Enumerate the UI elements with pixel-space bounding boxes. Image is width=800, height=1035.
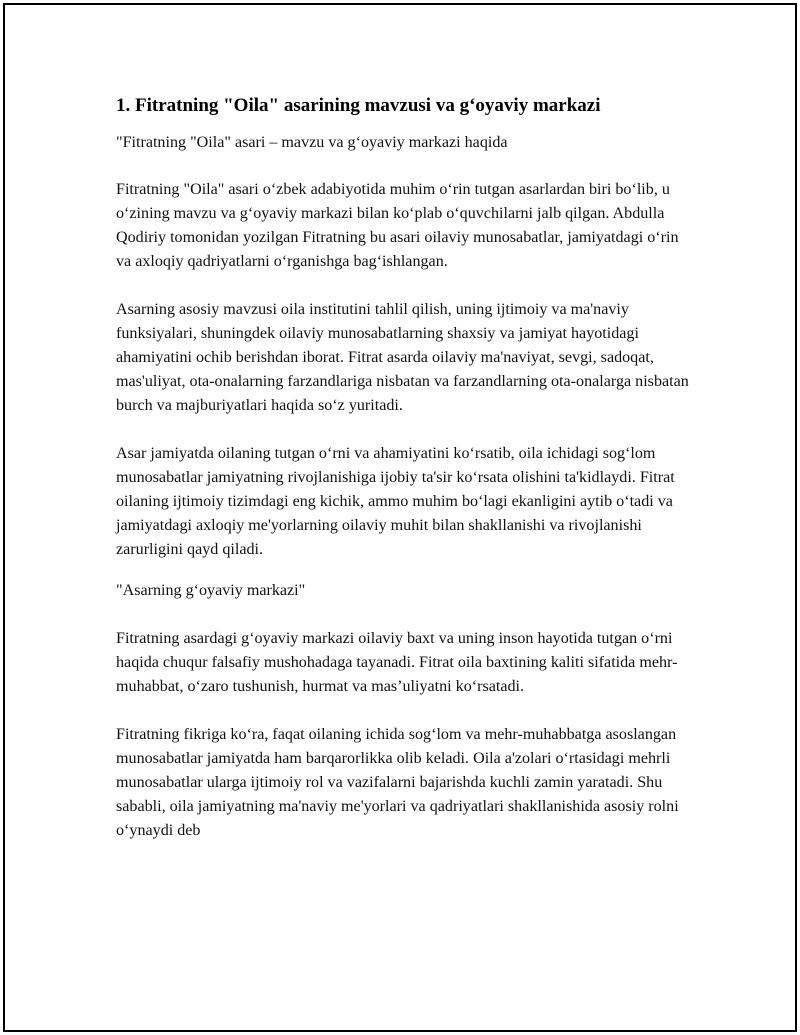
- spacer: [116, 274, 696, 298]
- paragraph-2: Asarning asosiy mavzusi oila institutini tahlil qilish, uning ijtimoiy va ma'naviy funksiyalari, shuningdek oilaviy munosabatlarning shaxsiy va jamiyat hayotidagi ahamiyatini ochib berishdan iborat. Fitrat asarda oilaviy ma'naviyat, sevgi, sadoqat, mas'uliyat, ota-onalarning farzandlariga nisbatan va farzandlarning ota-onalarga nisbatan burch va majburiyatlari haqida so‘z yuritadi.: [116, 301, 689, 414]
- document-subtitle: "Fitratning "Oila" asari – mavzu va g‘oyaviy markazi haqida: [116, 134, 508, 151]
- document-body: [116, 93, 696, 843]
- paragraph-5: Fitratning fikriga ko‘ra, faqat oilaning ichida sog‘lom va mehr-muhabbatga asoslangan munosabatlar jamiyatda ham barqarorlikka olib keladi. Oila a'zolari o‘rtasidagi mehrli munosabatlar ularga ijtimoiy rol va vazifalarni bajarishda kuchli zamin yaratadi. Shu sababli, oila jamiyatning ma'naviy me'yorlari va qadriyatlari shakllanishida asosiy rolni o‘ynaydi deb: [116, 726, 679, 839]
- spacer: [116, 699, 696, 723]
- paragraph-1: Fitratning "Oila" asari o‘zbek adabiyotida muhim o‘rin tutgan asarlardan biri bo‘lib, u o‘zining mavzu va g‘oyaviy markazi bilan ko‘plab o‘quvchilarni jalb qilgan. Abdulla Qodiriy tomonidan yozilgan Fitratning bu asari oilaviy munosabatlar, jamiyatdagi o‘rin va axloqiy qadriyatlarni o‘rganishga bag‘ishlangan.: [116, 181, 679, 270]
- paragraph-4: Fitratning asardagi g‘oyaviy markazi oilaviy baxt va uning inson hayotida tutgan o‘rni haqida chuqur falsafiy mushohadaga tayanadi. Fitrat oila baxtining kaliti sifatida mehr-muhabbat, o‘zaro tushunish, hurmat va mas’uliyatni ko‘rsatadi.: [116, 630, 678, 695]
- spacer: [116, 603, 696, 627]
- spacer: [116, 119, 696, 131]
- spacer: [116, 562, 696, 579]
- paragraph-3: Asar jamiyatda oilaning tutgan o‘rni va ahamiyatini ko‘rsatib, oila ichidagi sog‘lom munosabatlar jamiyatning rivojlanishiga ijobiy ta'sir ko‘rsata olishini ta'kidlaydi. Fitrat oilaning ijtimoiy tizimdagi eng kichik, ammo muhim bo‘lagi ekanligini aytib o‘tadi va jamiyatdagi axloqiy me'yorlarning oilaviy muhit bilan shakllanishi va rivojlanishi zarurligini qayd qiladi.: [116, 445, 675, 558]
- spacer: [116, 418, 696, 442]
- section-heading: "Asarning g‘oyaviy markazi": [116, 582, 306, 599]
- document-title: 1. Fitratning "Oila" asarining mavzusi va g‘oyaviy markazi: [116, 95, 601, 116]
- spacer: [116, 155, 696, 178]
